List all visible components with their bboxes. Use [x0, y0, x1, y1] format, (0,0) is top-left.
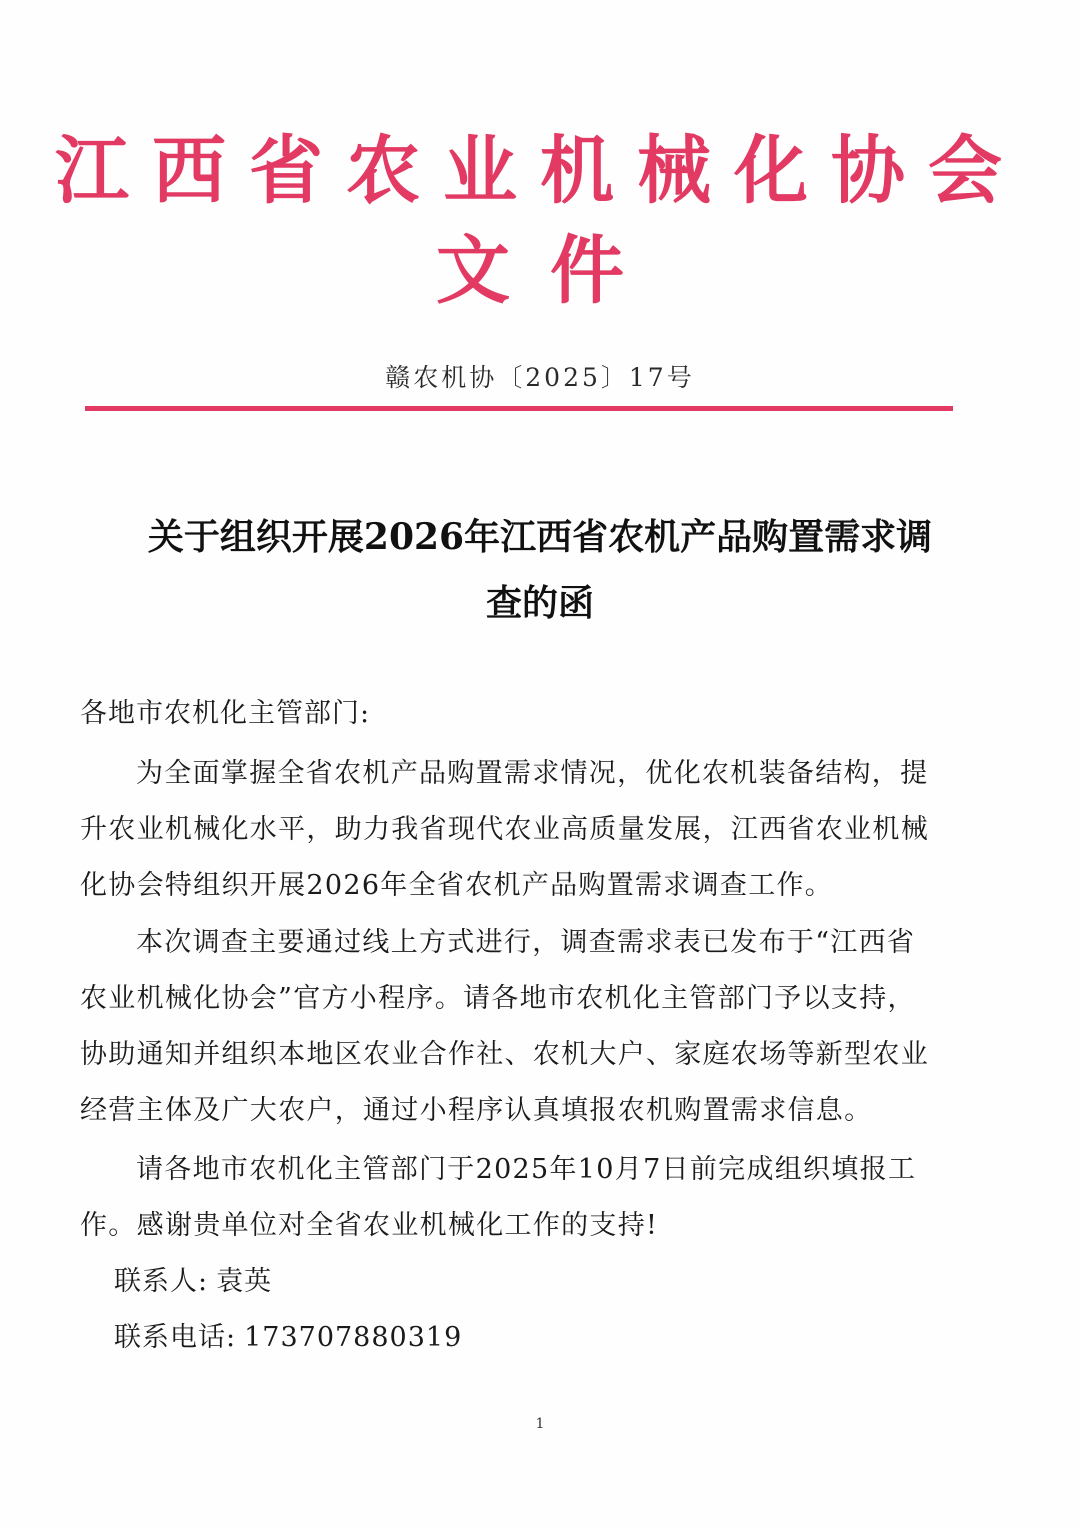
document-number: 赣农机协〔2025〕17号: [385, 363, 695, 392]
contact-phone-number: 173707880319: [244, 1322, 463, 1353]
paragraph-line: 协助通知并组织本地区农业合作社、农机大户、家庭农场等新型农业: [80, 1039, 929, 1070]
contact-person-label: 联系人:: [114, 1266, 209, 1297]
letter-title-line-1: 关于组织开展2026年江西省农机产品购置需求调: [147, 516, 933, 558]
paragraph-line: 经营主体及广大农户，通过小程序认真填报农机购置需求信息。: [80, 1095, 873, 1126]
red-divider-line: [85, 406, 953, 411]
contact-person-name: 袁英: [216, 1266, 273, 1297]
page-number: 1: [535, 1416, 545, 1432]
paragraph-line: 农业机械化协会”官方小程序。请各地市农机化主管部门予以支持，: [80, 983, 916, 1014]
paragraph-line: 升农业机械化水平，助力我省现代农业高质量发展，江西省农业机械: [80, 814, 929, 845]
letter-title: [60, 504, 1020, 636]
letter-title-line-2: 查的函: [485, 582, 594, 624]
paragraph-line: 本次调查主要通过线上方式进行，调查需求表已发布于“江西省: [136, 927, 916, 958]
paragraph-3: [80, 1142, 960, 1254]
paragraph-line: 作。感谢贵单位对全省农业机械化工作的支持!: [80, 1210, 659, 1241]
contact-phone: [114, 1318, 462, 1358]
contact-phone-label: 联系电话:: [114, 1322, 237, 1353]
salutation: 各地市农机化主管部门:: [80, 698, 371, 729]
document-type: 文件: [436, 228, 664, 314]
paragraph-line: 为全面掌握全省农机产品购置需求情况，优化农机装备结构，提: [136, 758, 929, 789]
contact-person: [114, 1262, 272, 1302]
paragraph-line: 化协会特组织开展2026年全省农机产品购置需求调查工作。: [80, 870, 834, 901]
organization-name: 江西省农业机械化协会: [55, 128, 1025, 214]
paragraph-1: [80, 746, 960, 914]
paragraph-2: [80, 915, 960, 1139]
paragraph-line: 请各地市农机化主管部门于2025年10月7日前完成组织填报工: [136, 1154, 917, 1185]
